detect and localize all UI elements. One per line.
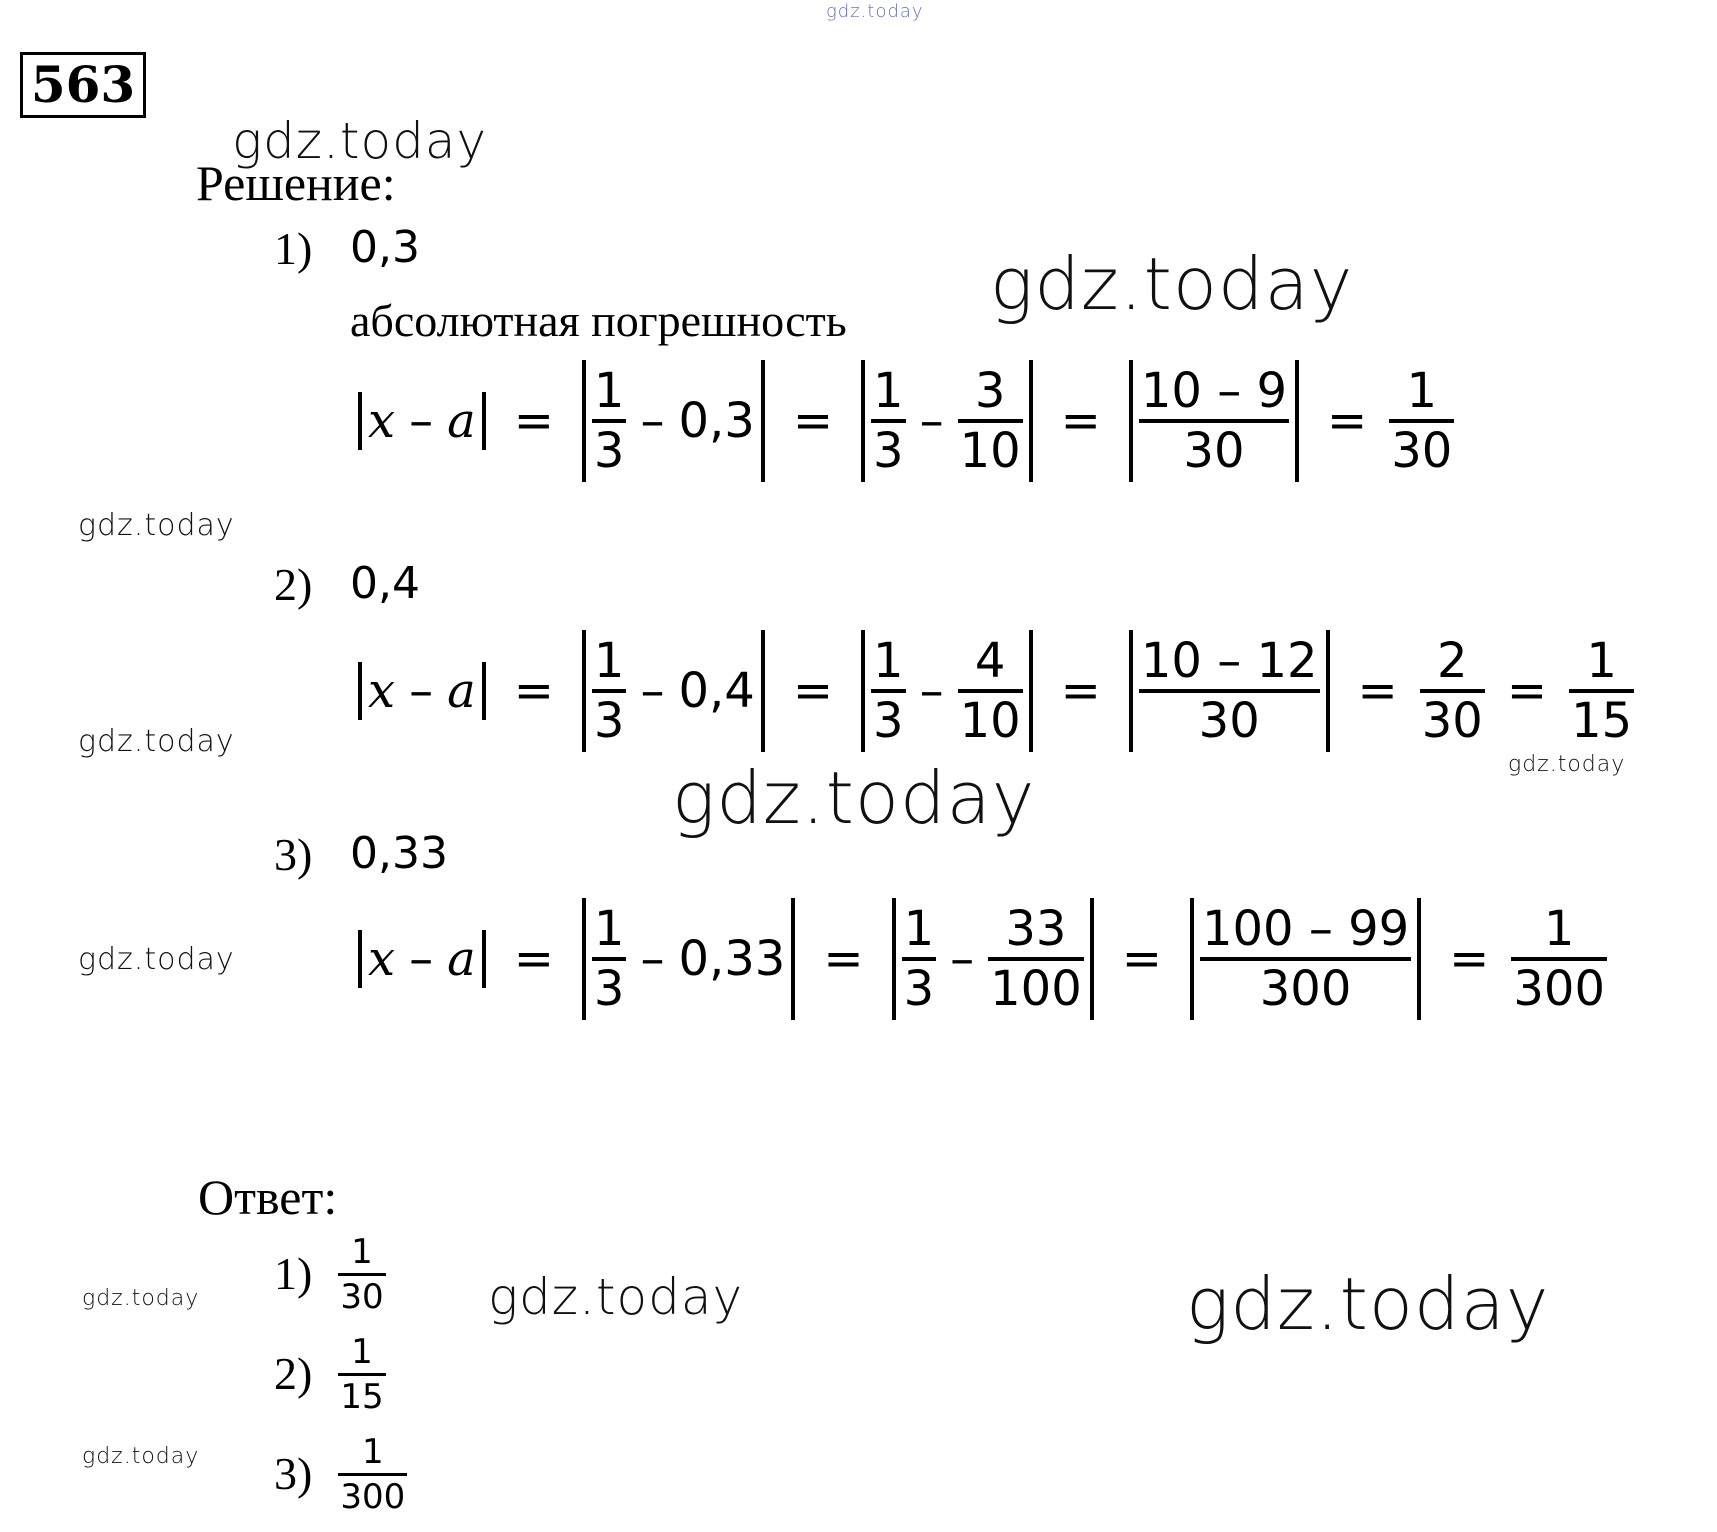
fraction [871,363,906,479]
var-x: x [368,663,396,719]
answer-1 [274,1228,386,1320]
numerator: 4 [974,633,1006,689]
abs-bar [482,662,486,720]
abs-bar [1190,898,1194,1020]
var-a: a [447,931,476,987]
equals-sign: = [513,931,554,987]
fraction [902,901,937,1017]
decimal-value: 0,4 [678,663,755,719]
denominator: 10 [959,693,1021,749]
equals-sign: = [1357,663,1398,719]
fraction [592,633,627,749]
abs-bar [582,360,586,482]
fraction [1139,633,1320,749]
abs-bar [582,630,586,752]
denominator: 30 [340,1276,384,1317]
watermark: gdz.today [1508,752,1626,777]
abs-bar [1417,898,1421,1020]
abs-bar [1129,360,1133,482]
fraction [1200,901,1411,1017]
watermark: gdz.today [232,112,488,170]
numerator: 100 – 99 [1201,901,1410,957]
numerator: 10 – 12 [1140,633,1318,689]
denominator: 30 [1198,693,1260,749]
var-a: a [447,393,476,449]
denominator: 10 [959,423,1021,479]
abs-bar [1129,630,1133,752]
fraction [592,363,627,479]
denominator: 300 [1259,961,1352,1017]
fraction [988,901,1084,1017]
abs-bar [482,392,486,450]
minus-sign: – [640,393,665,449]
denominator: 15 [340,1376,384,1417]
equals-sign: = [1060,393,1101,449]
answer-2 [274,1328,386,1420]
minus-sign: – [919,663,944,719]
equals-sign: = [1121,931,1162,987]
abs-bar [861,360,865,482]
watermark: gdz.today [78,942,235,977]
answer-fraction [338,1431,407,1517]
equals-sign: = [792,663,834,719]
decimal-value: 0,33 [678,931,786,987]
item-value: 0,3 [350,222,420,273]
item-number: 2) [274,559,313,610]
abs-bar [761,630,765,752]
item-number: 1) [274,223,313,274]
watermark: gdz.today [82,1286,200,1311]
equals-sign: = [1060,663,1101,719]
denominator: 3 [903,961,935,1017]
numerator: 1 [873,633,904,689]
equals-sign: = [823,931,864,987]
numerator: 1 [1406,363,1438,419]
numerator: 1 [1543,901,1575,957]
fraction [1420,633,1485,749]
watermark: gdz.today [990,242,1354,326]
equation-3 [352,896,1607,1022]
equals-sign: = [1506,663,1548,719]
watermark-top: gdz.today [826,1,924,22]
answer-number: 2) [274,1348,313,1399]
equals-sign: = [1449,931,1490,987]
var-x: x [368,931,396,987]
numerator: 33 [1005,901,1067,957]
answer-3 [274,1428,407,1520]
numerator: 1 [903,901,935,957]
item-value: 0,33 [350,828,448,879]
fraction [958,633,1023,749]
answer-heading: Ответ: [198,1169,338,1225]
equals-sign: = [513,393,554,449]
numerator: 1 [593,633,625,689]
var-a: a [447,663,476,719]
watermark: gdz.today [672,756,1036,840]
denominator: 3 [593,693,625,749]
numerator: 1 [351,1231,373,1272]
denominator: 300 [340,1476,406,1517]
watermark: gdz.today [488,1268,744,1326]
denominator: 3 [593,961,625,1017]
abs-bar [892,898,896,1020]
equals-sign: = [792,393,834,449]
abs-bar [358,662,362,720]
minus-sign: – [409,663,434,719]
denominator: 3 [873,423,904,479]
answer-fraction [338,1231,385,1317]
abs-bar [861,630,865,752]
abs-bar [358,930,362,988]
denominator: 30 [1421,693,1483,749]
equation-1 [352,358,1454,484]
abs-bar [1295,360,1299,482]
abs-bar [482,930,486,988]
fraction [1389,363,1454,479]
fraction [1569,633,1634,749]
numerator: 1 [873,363,904,419]
var-x: x [368,393,396,449]
fraction [592,901,627,1017]
minus-sign: – [409,931,434,987]
abs-bar [1029,360,1033,482]
fraction [871,633,906,749]
denominator: 100 [990,961,1082,1017]
numerator: 1 [1586,633,1617,689]
abs-bar [358,392,362,450]
fraction [1511,901,1607,1017]
fraction [1139,363,1289,479]
denominator: 30 [1391,423,1453,479]
denominator: 300 [1513,961,1606,1017]
absolute-error-label: абсолютная погрешность [350,295,847,346]
numerator: 10 – 9 [1140,363,1288,419]
denominator: 3 [593,423,625,479]
watermark: gdz.today [78,724,235,759]
answer-fraction [338,1331,385,1417]
answer-number: 3) [274,1448,313,1499]
denominator: 30 [1183,423,1245,479]
minus-sign: – [640,931,665,987]
abs-bar [1029,630,1033,752]
fraction [958,363,1023,479]
numerator: 1 [361,1431,384,1472]
equals-sign: = [1327,393,1368,449]
minus-sign: – [409,393,434,449]
item-number: 3) [274,829,313,880]
watermark: gdz.today [1186,1262,1550,1346]
abs-bar [761,360,765,482]
item-value: 0,4 [350,558,420,609]
denominator: 3 [873,693,904,749]
watermark: gdz.today [82,1444,200,1469]
equals-sign: = [513,663,554,719]
denominator: 15 [1571,693,1633,749]
numerator: 3 [974,363,1006,419]
equation-2 [352,628,1634,754]
numerator: 2 [1437,633,1468,689]
minus-sign: – [919,393,944,449]
solution-heading: Решение: [196,155,396,211]
abs-bar [1326,630,1330,752]
abs-bar [1090,898,1094,1020]
abs-bar [582,898,586,1020]
answer-number: 1) [274,1248,313,1299]
numerator: 1 [351,1331,373,1372]
decimal-value: 0,3 [678,393,755,449]
watermark: gdz.today [78,508,235,543]
abs-bar [791,898,795,1020]
numerator: 1 [593,363,625,419]
problem-number: 563 [20,52,146,118]
minus-sign: – [640,663,665,719]
minus-sign: – [950,931,975,987]
numerator: 1 [593,901,625,957]
